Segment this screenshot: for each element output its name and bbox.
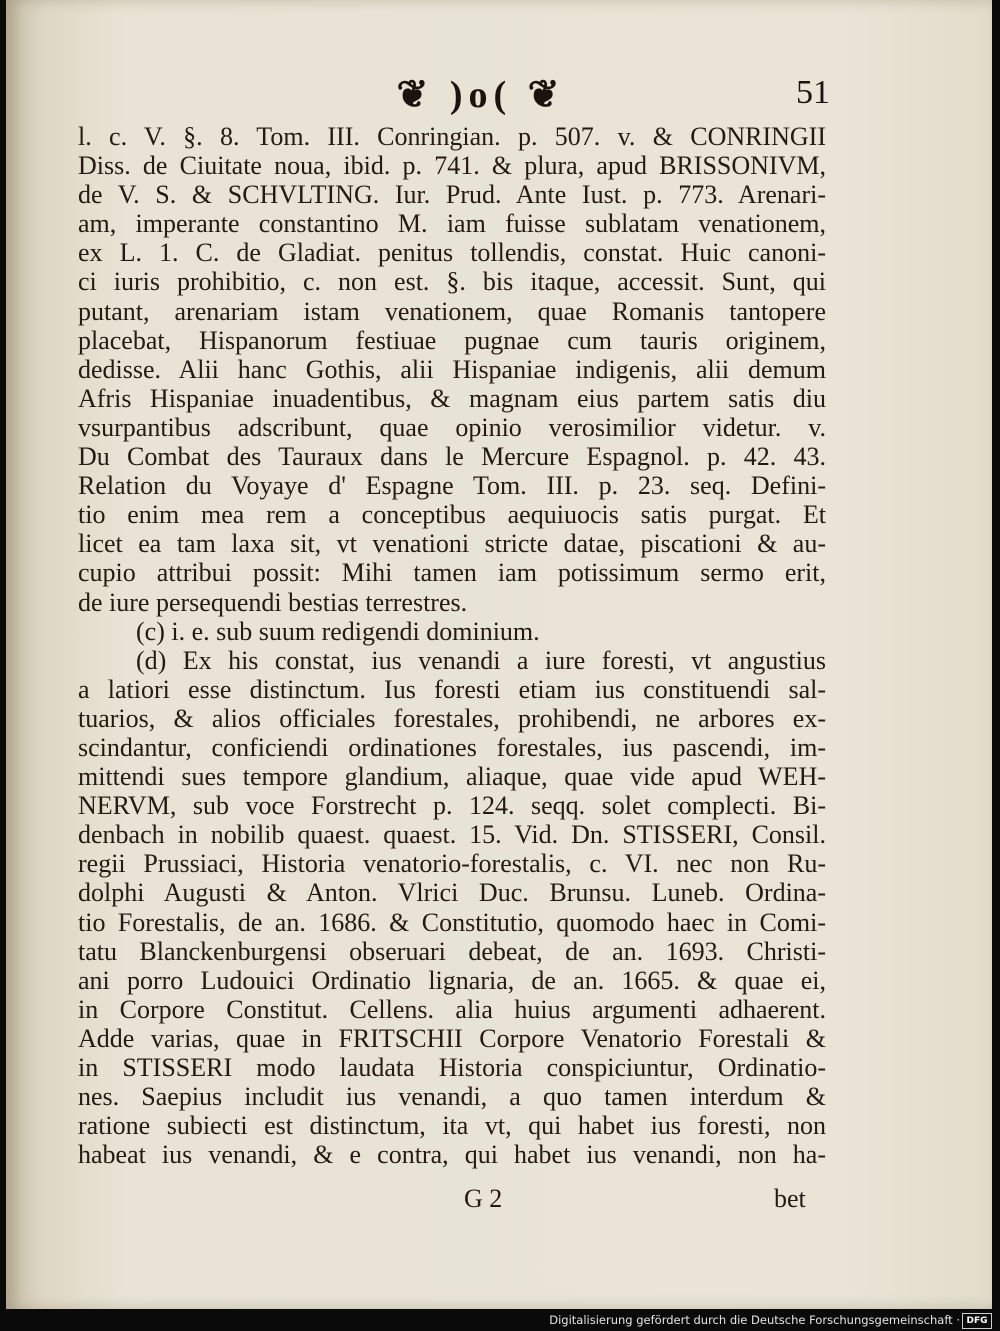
footer-credit: Digitalisierung gefördert durch die Deutsche Forschungsgemeinschaft · [549, 1313, 960, 1327]
text-line: ex L. 1. C. de Gladiat. penitus tollendis, constat. Huic canoni- [78, 238, 826, 268]
text-line: de V. S. & SCHVLTING. Iur. Prud. Ante Iust. p. 773. Arenari- [78, 180, 826, 210]
text-line: tuarios, & alios officiales forestales, prohibendi, ne arbores ex- [78, 703, 826, 733]
signature-mark: G 2 [464, 1184, 503, 1213]
text-line: am, imperante constantino M. iam fuisse sublatam venationem, [78, 209, 826, 239]
text-line: ci iuris prohibitio, c. non est. §. bis itaque, accessit. Sunt, qui [78, 267, 826, 297]
text-line: de iure persequendi bestias terrestres. [78, 587, 468, 617]
scanned-page [6, 0, 992, 1309]
dfg-logo-icon: DFG [962, 1313, 992, 1329]
text-line: Adde varias, quae in FRITSCHII Corpore Venatorio Forestali & [78, 1023, 826, 1053]
footer-bar [0, 1309, 1000, 1331]
text-line: scindantur, conficiendi ordinationes forestales, ius pascendi, im- [78, 732, 826, 762]
text-line: dolphi Augusti & Anton. Vlrici Duc. Brunsu. Luneb. Ordina- [78, 878, 826, 908]
running-header [6, 72, 992, 120]
text-line: tatu Blanckenburgensi obseruari debeat, de an. 1693. Christi- [78, 936, 826, 966]
catchword: bet [774, 1184, 806, 1213]
text-line: nes. Saepius includit ius venandi, a quo tamen interdum & [78, 1082, 826, 1112]
text-line: putant, arenariam istam venationem, quae Romanis tantopere [78, 296, 826, 326]
text-line: licet ea tam laxa sit, vt venationi stricte datae, piscationi & au- [78, 529, 826, 559]
header-ornament: ❦ )o( ❦ [396, 74, 566, 116]
text-line: placebat, Hispanorum festiuae pugnae cum tauris originem, [78, 325, 826, 355]
text-line: denbach in nobilib quaest. quaest. 15. Vid. Dn. STISSERI, Consil. [78, 820, 826, 850]
catchline [6, 1184, 992, 1218]
text-line: NERVM, sub voce Forstrecht p. 124. seqq. solet complecti. Bi- [78, 791, 826, 821]
text-line: dedisse. Alii hanc Gothis, alii Hispaniae indigenis, alii demum [78, 354, 826, 384]
text-line: regii Prussiaci, Historia venatorio-forestalis, c. VI. nec non Ru- [78, 849, 826, 879]
footnote-d: (d) Ex his constat, ius venandi a iure foresti, vt angustius [136, 645, 826, 675]
text-line: Afris Hispaniae inuadentibus, & magnam eius partem satis diu [78, 383, 826, 413]
text-line: mittendi sues tempore glandium, aliaque, quae vide apud WEH- [78, 762, 826, 792]
text-line: Du Combat des Tauraux dans le Mercure Espagnol. p. 42. 43. [78, 442, 826, 472]
text-line: in Corpore Constitut. Cellens. alia huius argumenti adhaerent. [78, 994, 826, 1024]
text-line: Diss. de Ciuitate noua, ibid. p. 741. & plura, apud BRISSONIVM, [78, 151, 826, 181]
footnote-c: (c) i. e. sub suum redigendi dominium. [136, 616, 540, 646]
text-line: habeat ius venandi, & e contra, qui habet ius venandi, non ha- [78, 1140, 826, 1170]
text-line: ratione subiecti est distinctum, ita vt, qui habet ius foresti, non [78, 1111, 826, 1141]
text-line: Relation du Voyaye d' Espagne Tom. III. p. 23. seq. Defini- [78, 471, 826, 501]
footnote-text [78, 122, 826, 1169]
text-line: tio Forestalis, de an. 1686. & Constitutio, quomodo haec in Comi- [78, 907, 826, 937]
page-number: 51 [796, 74, 830, 111]
text-line: cupio attribui possit: Mihi tamen iam potissimum sermo erit, [78, 558, 826, 588]
text-line: a latiori esse distinctum. Ius foresti etiam ius constituendi sal- [78, 674, 826, 704]
text-line: in STISSERI modo laudata Historia conspiciuntur, Ordinatio- [78, 1053, 826, 1082]
text-line: ani porro Ludouici Ordinatio lignaria, de an. 1665. & quae ei, [78, 965, 826, 995]
text-line: tio enim mea rem a conceptibus aequiuocis satis purgat. Et [78, 500, 826, 530]
text-line: l. c. V. §. 8. Tom. III. Conringian. p. 507. v. & CONRINGII [78, 122, 826, 151]
text-line: vsurpantibus adscribunt, quae opinio verosimilior videtur. v. [78, 412, 826, 442]
